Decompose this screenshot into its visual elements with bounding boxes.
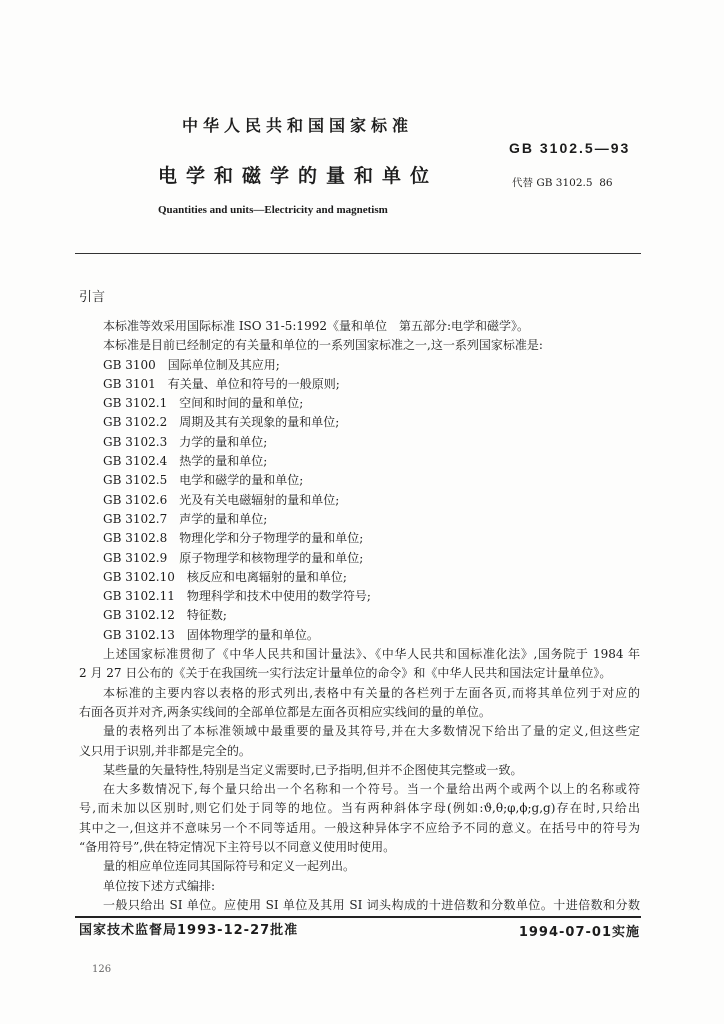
standard-code: GB 3102.10 xyxy=(103,569,175,584)
intro-lead-line: 本标准等效采用国际标准 ISO 31-5:1992《量和单位 第五部分:电学和磁学》。 xyxy=(103,319,530,333)
standard-title: 光及有关电磁辐射的量和单位; xyxy=(179,492,340,507)
org-title: 中华人民共和国国家标准 xyxy=(182,116,414,135)
standard-title: 物理科学和技术中使用的数学符号; xyxy=(186,589,371,604)
intro-body xyxy=(79,317,640,915)
paragraph-line: 量的相应单位连同其国际符号和定义一起列出。 xyxy=(103,859,356,874)
standard-code: GB 3102.13 xyxy=(103,627,175,642)
paragraph-line: 上述国家标准贯彻了《中华人民共和国计量法》、《中华人民共和国标准化法》,国务院于 1984 年 xyxy=(103,647,640,662)
header-divider xyxy=(75,253,641,254)
standard-title: 声学的量和单位; xyxy=(179,511,268,526)
standard-code: GB 3102.6 xyxy=(103,492,168,507)
section-heading: 引言 xyxy=(79,290,106,305)
standard-code: GB 3101 xyxy=(103,376,156,391)
paragraph-line: 2 月 27 日公布的《关于在我国统一实行法定计量单位的命令》和《中华人民共和国法定计量单位》。 xyxy=(79,666,612,681)
standard-list-item xyxy=(79,471,640,490)
standard-title: 力学的量和单位; xyxy=(179,434,268,449)
paragraph-line: 右面各页并对齐,两条实线间的全部单位都是左面各页相应实线间的量的单位。 xyxy=(79,704,491,719)
footer-divider xyxy=(75,916,641,918)
standard-title: 固体物理学的量和单位。 xyxy=(186,627,319,642)
standard-title: 特征数; xyxy=(186,608,227,623)
standard-number: GB 3102.5—93 xyxy=(509,140,631,156)
standard-list-item xyxy=(79,375,640,394)
paragraph-line: 在大多数情况下,每个量只给出一个名称和一个符号。当一个量给出两个或两个以上的名称或符 xyxy=(103,782,640,797)
paragraph-line: 本标准的主要内容以表格的形式列出,表格中有关量的各栏列于左面各页,而将其单位列于对应的 xyxy=(103,685,640,700)
effective-date: 1994-07-01实施 xyxy=(518,925,640,940)
page-number: 126 xyxy=(92,964,112,975)
standard-list-item xyxy=(79,491,640,510)
approval-date: 国家技术监督局1993-12-27批准 xyxy=(79,923,299,938)
paragraph-line: 义只用于识别,并非都是完全的。 xyxy=(79,743,251,758)
intro-lead-line: 本标准是目前已经制定的有关量和单位的一系列国家标准之一,这一系列国家标准是: xyxy=(103,338,543,353)
standard-list-item xyxy=(79,606,640,625)
standard-title: 热学的量和单位; xyxy=(179,454,268,469)
paragraph-line: 号,而未加以区别时,则它们处于同等的地位。当有两种斜体字母(例如:ϑ,θ;φ,ϕ;g,g)存在时,只给出 xyxy=(79,801,640,816)
paragraph-line: 一般只给出 SI 单位。应使用 SI 单位及其用 SI 词头构成的十进倍数和分数单位。十进倍数和分数 xyxy=(103,897,640,912)
standard-code: GB 3102.5 xyxy=(103,473,168,488)
paragraph-line: 其中之一,但这并不意味另一个不同等适用。一般这种异体字不应给予不同的意义。在括号中的符号为 xyxy=(79,820,640,835)
standard-code: GB 3102.11 xyxy=(103,589,175,604)
standard-code: GB 3102.12 xyxy=(103,608,175,623)
standard-title: 原子物理学和核物理学的量和单位; xyxy=(179,550,364,565)
standard-list-item xyxy=(79,413,640,432)
standard-list-item xyxy=(79,549,640,568)
paragraph-line: “备用符号”,供在特定情况下主符号以不同意义使用时使用。 xyxy=(79,840,396,855)
standard-code: GB 3102.2 xyxy=(103,415,168,430)
standard-list-item xyxy=(79,356,640,375)
standard-title: 周期及其有关现象的量和单位; xyxy=(179,415,340,430)
standard-title: 有关量、单位和符号的一般原则; xyxy=(167,376,340,391)
standard-code: GB 3100 xyxy=(103,357,156,372)
standard-list-item xyxy=(79,626,640,645)
standard-title: 物理化学和分子物理学的量和单位; xyxy=(179,531,364,546)
replaces-standard: 代替 GB 3102.5 86 xyxy=(512,177,613,189)
standard-code: GB 3102.1 xyxy=(103,396,168,411)
standard-title: 国际单位制及其应用; xyxy=(167,357,280,372)
standard-list-item xyxy=(79,510,640,529)
standard-list-item xyxy=(79,433,640,452)
standard-code: GB 3102.3 xyxy=(103,434,168,449)
standard-code: GB 3102.4 xyxy=(103,454,168,469)
standard-code: GB 3102.8 xyxy=(103,531,168,546)
standard-title: 电学和磁学的量和单位; xyxy=(179,473,304,488)
paragraph-line: 量的表格列出了本标准领域中最重要的量及其符号,并在大多数情况下给出了量的定义,但这些定 xyxy=(103,724,640,739)
standard-list-item xyxy=(79,452,640,471)
paragraph-line: 单位按下述方式编排: xyxy=(103,878,216,893)
standard-list-item xyxy=(79,568,640,587)
standard-title: 核反应和电离辐射的量和单位; xyxy=(186,569,347,584)
standard-code: GB 3102.9 xyxy=(103,550,168,565)
document-title-cn: 电学和磁学的量和单位 xyxy=(158,165,439,187)
standard-title: 空间和时间的量和单位; xyxy=(179,396,304,411)
document-title-en: Quantities and units—Electricity and magnetism xyxy=(158,204,388,216)
standard-list-item xyxy=(79,587,640,606)
standard-list-item xyxy=(79,529,640,548)
standard-code: GB 3102.7 xyxy=(103,511,168,526)
paragraph-line: 某些量的矢量特性,特别是当定义需要时,已予指明,但并不企图使其完整或一致。 xyxy=(103,762,523,777)
standard-list-item xyxy=(79,394,640,413)
